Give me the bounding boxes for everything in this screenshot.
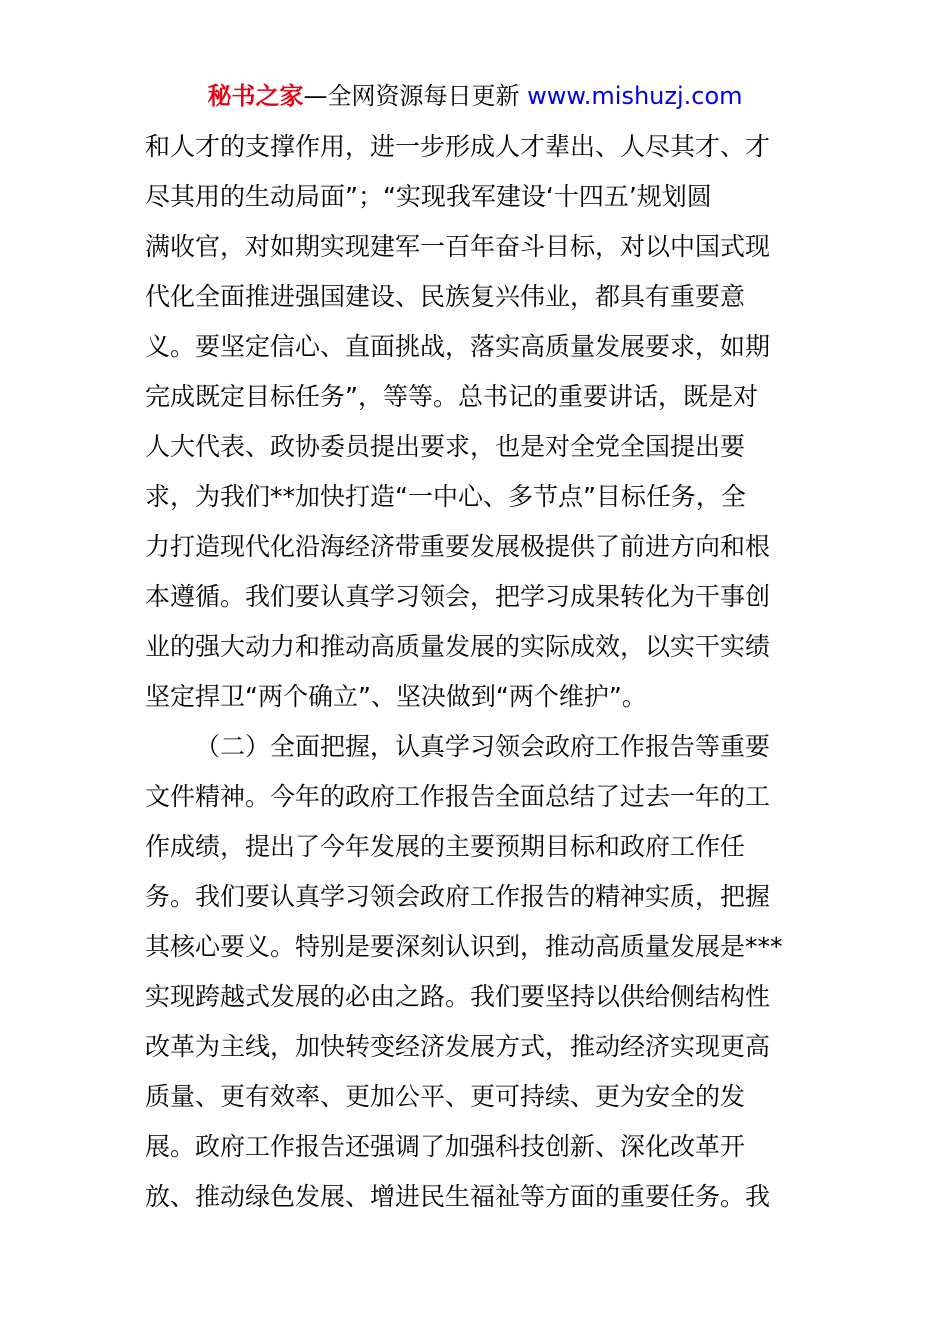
- text-line: 满收官，对如期实现建军一百年奋斗目标，对以中国式现: [145, 232, 771, 261]
- text-line: 务。我们要认真学习领会政府工作报告的精神实质，把握: [145, 882, 771, 911]
- text-line: 求，为我们**加快打造“一中心、多节点”目标任务，全: [145, 482, 746, 511]
- section-heading-line: （二）全面把握，认真学习领会政府工作报告等重要: [195, 732, 771, 761]
- text-line: 坚定捍卫“两个确立”、坚决做到“两个维护”。: [145, 682, 647, 711]
- text-line: 完成既定目标任务”，等等。总书记的重要讲话，既是对: [145, 382, 758, 411]
- text-line: 力打造现代化沿海经济带重要发展极提供了前进方向和根: [145, 532, 771, 561]
- text-line: 展。政府工作报告还强调了加强科技创新、深化改革开: [145, 1132, 746, 1161]
- header-url-link[interactable]: www.mishuzj.com: [527, 82, 743, 110]
- text-line: 改革为主线，加快转变经济发展方式，推动经济实现更高: [145, 1032, 771, 1061]
- text-line: 质量、更有效率、更加公平、更可持续、更为安全的发: [145, 1082, 746, 1111]
- text-line: 作成绩，提出了今年发展的主要预期目标和政府工作任: [145, 832, 746, 861]
- text-line: 业的强大动力和推动高质量发展的实际成效，以实干实绩: [145, 632, 771, 661]
- text-line: 义。要坚定信心、直面挑战，落实高质量发展要求，如期: [145, 332, 771, 361]
- document-body: [145, 122, 810, 1222]
- header-tagline: —全网资源每日更新: [303, 82, 528, 110]
- site-header: [0, 80, 950, 112]
- text-line: 本遵循。我们要认真学习领会，把学习成果转化为干事创: [145, 582, 771, 611]
- brand-name: 秘书之家: [207, 82, 304, 110]
- text-line: 放、推动绿色发展、增进民生福祉等方面的重要任务。我: [145, 1182, 771, 1211]
- text-line: 人大代表、政协委员提出要求，也是对全党全国提出要: [145, 432, 746, 461]
- text-line: 其核心要义。特别是要深刻认识到，推动高质量发展是***: [145, 932, 783, 961]
- text-line: 和人才的支撑作用，进一步形成人才辈出、人尽其才、才: [145, 132, 771, 161]
- text-line: 尽其用的生动局面”；“实现我军建设‘十四五’规划圆: [145, 182, 712, 211]
- text-line: 代化全面推进强国建设、民族复兴伟业，都具有重要意: [145, 282, 746, 311]
- text-line: 实现跨越式发展的必由之路。我们要坚持以供给侧结构性: [145, 982, 771, 1011]
- text-line: 文件精神。今年的政府工作报告全面总结了过去一年的工: [145, 782, 771, 811]
